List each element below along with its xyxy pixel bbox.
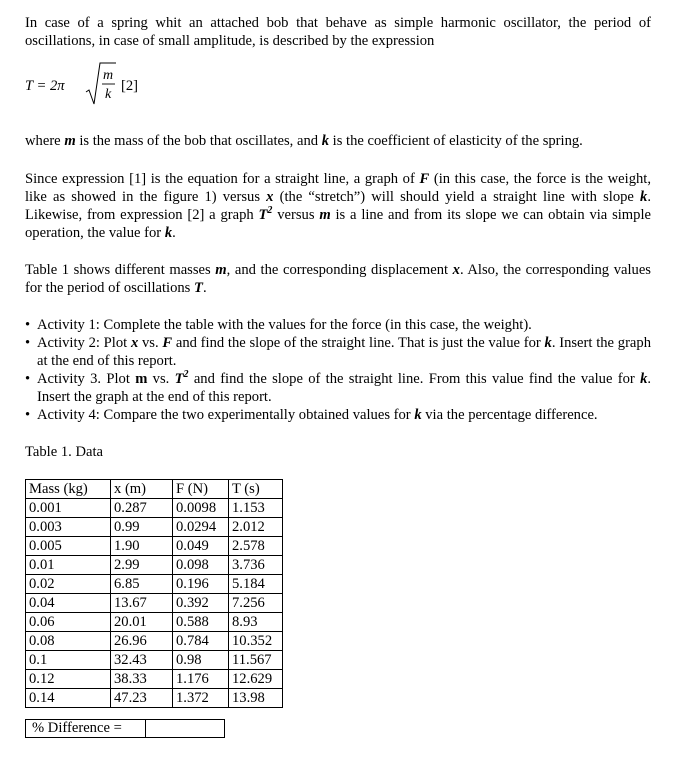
table-cell: 0.06 — [26, 613, 111, 632]
table-cell: 0.098 — [173, 556, 229, 575]
table-row — [26, 613, 283, 632]
table-cell: 26.96 — [111, 632, 173, 651]
table-cell: 0.08 — [26, 632, 111, 651]
activity-1: • Activity 1: Complete the table with the values for the force (in this case, the weight). — [25, 316, 651, 334]
table-cell: 0.392 — [173, 594, 229, 613]
table-cell: 13.98 — [229, 689, 283, 708]
header-cell: T (s) — [229, 480, 283, 499]
table-cell: 0.784 — [173, 632, 229, 651]
table-cell: 0.02 — [26, 575, 111, 594]
header-cell: Mass (kg) — [26, 480, 111, 499]
since-paragraph: Since expression [1] is the equation for a straight line, a graph of F (in this case, the force is the weight, like as showed in the figure 1) versus x (the “stretch”) will should yield a straight line with slope k. Likewise, from expression [2] a graph $T^2$ versus m is a line and from its slope we can obtain via simple operation, the value for k. — [25, 171, 651, 241]
table-cell: 8.93 — [229, 613, 283, 632]
table-cell: 1.372 — [173, 689, 229, 708]
table-cell: 0.196 — [173, 575, 229, 594]
table-cell: 5.184 — [229, 575, 283, 594]
table-cell: 13.67 — [111, 594, 173, 613]
table-cell: 0.0294 — [173, 518, 229, 537]
table-cell: 0.588 — [173, 613, 229, 632]
fraction-denominator: k — [105, 87, 112, 102]
table-cell: 7.256 — [229, 594, 283, 613]
table-cell: 2.012 — [229, 518, 283, 537]
table-cell: 32.43 — [111, 651, 173, 670]
table-cell: 38.33 — [111, 670, 173, 689]
sqrt-fraction — [85, 58, 117, 114]
document-page — [25, 14, 651, 708]
table-row — [26, 670, 283, 689]
intro-paragraph: In case of a spring whit an attached bob that behave as simple harmonic oscillator, the period of oscillations, in case of small amplitude, is described by the expression — [25, 15, 651, 49]
activity-3: • Activity 3. Plot m vs. $T^2$ and find the slope of the straight line. From this value find the value for k. Insert the graph at the end of this report. — [25, 370, 651, 406]
table-row — [26, 537, 283, 556]
table-row — [26, 594, 283, 613]
percent-difference-label: % Difference = — [25, 719, 145, 738]
table-cell: 12.629 — [229, 670, 283, 689]
table-cell: 0.0098 — [173, 499, 229, 518]
fraction-numerator: m — [103, 68, 114, 83]
percent-difference-value[interactable] — [145, 719, 225, 738]
activity-4: • Activity 4: Compare the two experimentally obtained values for k via the percentage difference. — [25, 406, 651, 424]
table-header-row — [26, 480, 283, 499]
table-cell: 0.1 — [26, 651, 111, 670]
table-cell: 10.352 — [229, 632, 283, 651]
table-cell: 0.98 — [173, 651, 229, 670]
table-cell: 6.85 — [111, 575, 173, 594]
activity-2: • Activity 2: Plot x vs. F and find the slope of the straight line. That is just the value for k. Insert the graph at the end of this report. — [25, 334, 651, 370]
table-cell: 20.01 — [111, 613, 173, 632]
table-row — [26, 651, 283, 670]
table-row — [26, 499, 283, 518]
table-row — [26, 518, 283, 537]
table-cell: 1.90 — [111, 537, 173, 556]
data-table — [25, 479, 283, 708]
table-cell: 0.04 — [26, 594, 111, 613]
header-cell: x (m) — [111, 480, 173, 499]
table-cell: 0.12 — [26, 670, 111, 689]
table-cell: 0.99 — [111, 518, 173, 537]
formula-lhs: T = 2π — [25, 78, 65, 94]
activity-list — [25, 316, 651, 424]
table-cell: 47.23 — [111, 689, 173, 708]
table-row — [26, 575, 283, 594]
table-cell: 0.01 — [26, 556, 111, 575]
period-formula — [25, 58, 651, 114]
table-intro-paragraph: Table 1 shows different masses m, and the corresponding displacement x. Also, the corresponding values for the period of oscillations T. — [25, 262, 651, 296]
formula-reference: [2] — [121, 78, 139, 94]
table-cell: 0.001 — [26, 499, 111, 518]
table-cell: 1.176 — [173, 670, 229, 689]
table-cell: 0.14 — [26, 689, 111, 708]
table-cell: 1.153 — [229, 499, 283, 518]
where-paragraph: where m is the mass of the bob that oscillates, and k is the coefficient of elasticity of the spring. — [25, 133, 583, 149]
table-cell: 0.003 — [26, 518, 111, 537]
table-row — [26, 689, 283, 708]
header-cell: F (N) — [173, 480, 229, 499]
table-cell: 0.287 — [111, 499, 173, 518]
table-cell: 2.578 — [229, 537, 283, 556]
table-cell: 0.005 — [26, 537, 111, 556]
table-cell: 3.736 — [229, 556, 283, 575]
table-row — [26, 632, 283, 651]
table-cell: 11.567 — [229, 651, 283, 670]
table-cell: 0.049 — [173, 537, 229, 556]
table-row — [26, 556, 283, 575]
percent-difference-box — [25, 719, 225, 738]
table-cell: 2.99 — [111, 556, 173, 575]
table-caption: Table 1. Data — [25, 444, 103, 460]
